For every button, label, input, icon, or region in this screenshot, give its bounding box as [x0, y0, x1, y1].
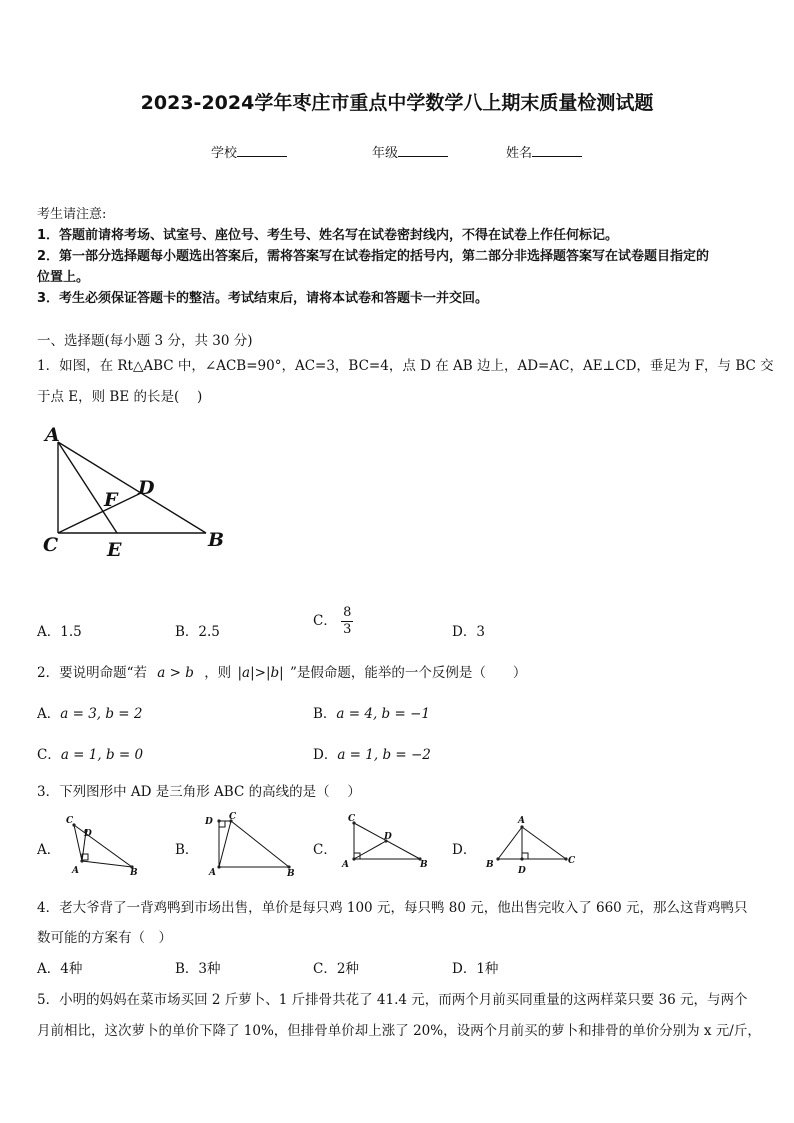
section-heading: 一、选择题(每小题 3 分，共 30 分) — [37, 333, 253, 349]
fig-d-label-b: B — [486, 860, 494, 870]
q1-stem-line2: 于点 E，则 BE 的长是( ) — [37, 389, 203, 405]
fig-c-label-d: D — [384, 832, 392, 842]
q2-conclusion: |a|>|b| — [237, 665, 284, 681]
q2-option-d[interactable] — [313, 743, 431, 763]
fig-a-label-b: B — [130, 868, 138, 877]
name-label: 姓名 — [506, 146, 533, 161]
q3-figure-b — [199, 809, 303, 879]
q2-option-c-text: a = 1, b = 0 — [60, 747, 144, 763]
name-field[interactable] — [506, 142, 582, 161]
q1-option-a[interactable]: A．1.5 — [37, 624, 82, 640]
page-title: 2023-2024学年枣庄市重点中学数学八上期末质量检测试题 — [140, 92, 654, 114]
fig-c-label-c: C — [348, 814, 356, 824]
q2-stem-mid: ，则 — [204, 665, 232, 681]
q3-figure-d — [482, 813, 582, 877]
fig-d-label-d: D — [518, 866, 526, 876]
fig-b-label-c: C — [229, 812, 237, 822]
fig-b-label-a: A — [209, 868, 216, 878]
q2-stem-prefix: 2．要说明命题“若 — [37, 665, 147, 681]
q5-stem-line1: 5．小明的妈妈在菜市场买回 2 斤萝卜、1 斤排骨共花了 41.4 元，而两个月前买同重量的这两样菜只要 36 元，与两个 — [37, 992, 748, 1008]
grade-label: 年级 — [372, 146, 399, 161]
notice-heading: 考生请注意: — [37, 207, 107, 222]
q2-option-a[interactable] — [37, 702, 143, 722]
label-b: B — [208, 529, 225, 551]
q2-option-b[interactable] — [313, 702, 430, 722]
q5-stem-line2: 月前相比，这次萝卜的单价下降了 10%，但排骨单价却上涨了 20%，设两个月前买的萝卜和排骨的单价分别为 x 元/斤， — [37, 1023, 761, 1039]
notice-item-3: 3．考生必须保证答题卡的整洁。考试结束后，请将本试卷和答题卡一并交回。 — [37, 291, 489, 306]
grade-blank[interactable] — [398, 144, 448, 157]
q1-option-c[interactable] — [313, 605, 353, 638]
q1-triangle-figure — [36, 420, 236, 565]
q2-option-d-text: a = 1, b = −2 — [337, 747, 431, 763]
fraction-denominator: 3 — [343, 622, 352, 637]
fig-a-label-c: C — [66, 816, 74, 826]
segment-cd — [58, 493, 141, 533]
q2-condition: a > b — [157, 665, 194, 681]
q2-stem-suffix: ”是假命题，能举的一个反例是（ ） — [289, 665, 527, 681]
school-field[interactable] — [211, 142, 287, 161]
q4-option-d[interactable]: D．1种 — [452, 961, 499, 977]
notice-item-1: 1．答题前请将考场、试室号、座位号、考生号、姓名写在试卷密封线内，不得在试卷上作任何标记。 — [37, 228, 619, 243]
notice-item-2-cont: 位置上。 — [37, 270, 90, 285]
fig-b-label-d: D — [205, 817, 213, 827]
q2-option-b-text: a = 4, b = −1 — [336, 706, 430, 722]
label-d: D — [138, 477, 155, 499]
q3-figure-a — [60, 811, 146, 877]
school-blank[interactable] — [237, 144, 287, 157]
q4-option-a[interactable]: A．4种 — [37, 961, 83, 977]
fraction — [341, 605, 353, 638]
fig-c-label-a: A — [342, 860, 349, 870]
q3-option-b[interactable]: B． — [175, 842, 199, 858]
label-c: C — [43, 534, 59, 556]
q3-stem: 3．下列图形中 AD 是三角形 ABC 的高线的是（ ） — [37, 784, 361, 800]
grade-field[interactable] — [372, 142, 448, 161]
q3-option-a[interactable]: A． — [37, 842, 61, 858]
q2-stem — [37, 661, 526, 681]
q2-option-b-prefix: B． — [313, 706, 337, 722]
q4-stem-line2: 数可能的方案有（ ） — [37, 930, 172, 946]
label-f: F — [104, 489, 118, 511]
fig-d-label-a: A — [518, 816, 525, 826]
label-a: A — [45, 424, 60, 446]
school-label: 学校 — [211, 146, 238, 161]
fig-b-label-b: B — [287, 869, 295, 879]
q4-option-c[interactable]: C．2种 — [313, 961, 359, 977]
q4-option-b[interactable]: B．3种 — [175, 961, 221, 977]
q2-option-a-prefix: A． — [37, 706, 61, 722]
fig-a-label-d: D — [84, 829, 92, 839]
q1-option-c-prefix: C． — [313, 613, 337, 629]
q3-figure-c — [338, 811, 434, 871]
q3-option-d[interactable]: D． — [452, 842, 477, 858]
fig-d-label-c: C — [568, 856, 576, 866]
q1-option-b[interactable]: B．2.5 — [175, 624, 220, 640]
name-blank[interactable] — [532, 144, 582, 157]
fig-a-label-a: A — [72, 866, 79, 876]
segment-ab — [58, 442, 206, 533]
q2-option-a-text: a = 3, b = 2 — [60, 706, 143, 722]
q2-option-d-prefix: D． — [313, 747, 338, 763]
q2-option-c[interactable] — [37, 743, 143, 763]
fraction-numerator: 8 — [343, 605, 352, 620]
fig-c-label-b: B — [420, 860, 428, 870]
q3-option-c[interactable]: C． — [313, 842, 337, 858]
q1-stem-line1: 1．如图，在 Rt△ABC 中，∠ACB=90°，AC=3，BC=4，点 D 在 AB 边上，AD=AC，AE⊥CD，垂足为 F，与 BC 交 — [37, 358, 774, 374]
q2-option-c-prefix: C． — [37, 747, 61, 763]
label-e: E — [107, 539, 122, 561]
q4-stem-line1: 4．老大爷背了一背鸡鸭到市场出售，单价是每只鸡 100 元，每只鸭 80 元，他出售完收入了 660 元，那么这背鸡鸭只 — [37, 900, 748, 916]
notice-item-2: 2．第一部分选择题每小题选出答案后，需将答案写在试卷指定的括号内，第二部分非选择题答案写在试卷题目指定的 — [37, 249, 710, 264]
q1-option-d[interactable]: D．3 — [452, 624, 485, 640]
